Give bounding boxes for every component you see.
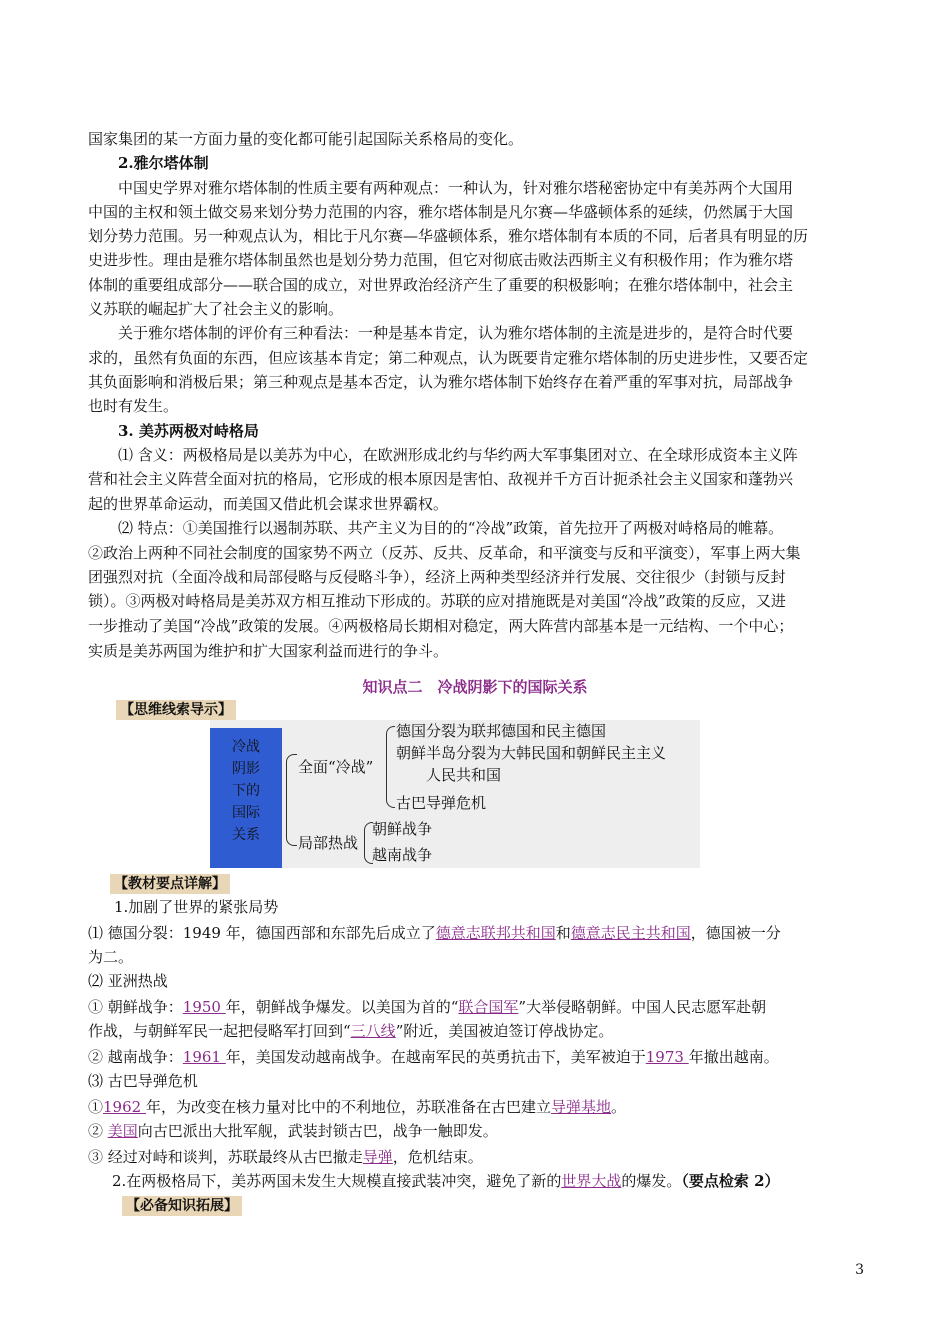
diagram-root-box <box>210 728 282 868</box>
diagram-root-text: 关系 <box>232 827 260 843</box>
answer-underline: 德意志联邦共和国 <box>435 924 556 942</box>
text-run: ”附近，美国被迫签订停战协定。 <box>395 1022 614 1040</box>
text-run: ② 越南战争： <box>88 1048 183 1066</box>
section-title: 知识点二 冷战阴影下的国际关系 <box>362 678 588 696</box>
paragraph-line: 关于雅尔塔体制的评价有三种看法：一种是基本肯定，认为雅尔塔体制的主流是进步的，是符合时代要 <box>118 324 794 342</box>
paragraph-line: 史进步性。理由是雅尔塔体制虽然也是划分势力范围，但它对彻底击败法西斯主义有积极作用；作为雅尔塔 <box>88 251 794 269</box>
paragraph-line: 团强烈对抗（全面冷战和局部侵略与反侵略斗争），经济上两种类型经济并行发展、交往很少（封锁与反封 <box>88 568 786 586</box>
paragraph-line: 国家集团的某一方面力量的变化都可能引起国际关系格局的变化。 <box>88 130 524 148</box>
detail-cuba-3 <box>88 1146 868 1168</box>
paragraph-line: ②政治上两种不同社会制度的国家势不两立（反苏、反共、反革命，和平演变与反和平演变），军事上两大集 <box>88 544 801 562</box>
text-run: 年撤出越南。 <box>688 1048 779 1066</box>
detail-heading-1: 1.加剧了世界的紧张局势 <box>114 898 279 916</box>
detail-cuba-1 <box>88 1096 868 1118</box>
answer-underline: 导弹 <box>362 1148 393 1166</box>
answer-underline: 1973 <box>645 1048 689 1066</box>
paragraph-line: 锁）。③两极对峙格局是美苏双方相互推动下形成的。苏联的应对措施既是对美国“冷战”政策的反应，又进 <box>88 592 786 610</box>
diagram-root-text: 阴影 <box>232 761 260 777</box>
detail-heading-2 <box>112 1170 892 1192</box>
text-run: 的爆发。 <box>621 1172 682 1190</box>
paragraph-line: 也时有发生。 <box>88 397 179 415</box>
text-run: 向古巴派出大批军舰，武装封锁古巴，战争一触即发。 <box>137 1122 498 1140</box>
text-run: ② <box>88 1122 108 1140</box>
diagram-item: 朝鲜半岛分裂为大韩民国和朝鲜民主主义 <box>396 744 667 762</box>
text-run: 年，为改变在核力量对比中的不利地位，苏联准备在古巴建立 <box>145 1098 551 1116</box>
text-run: ，危机结束。 <box>392 1148 483 1166</box>
detail-vietnam <box>88 1046 868 1068</box>
tag-thinking: 【思维线索导示】 <box>116 700 236 720</box>
text-run: ⑴ 德国分裂：1949 年，德国西部和东部先后成立了 <box>88 924 436 942</box>
page-number: 3 <box>855 1262 864 1278</box>
diagram-branch-coldwar: 全面“冷战” <box>298 758 374 776</box>
diagram-root-text: 国际 <box>232 805 260 821</box>
paragraph-line: 中国史学界对雅尔塔体制的性质主要有两种观点：一种认为，针对雅尔塔秘密协定中有美苏两个大国用 <box>118 179 794 197</box>
diagram-item: 越南战争 <box>372 846 433 864</box>
text-run: 2.在两极格局下，美苏两国未发生大规模直接武装冲突，避免了新的 <box>112 1172 562 1190</box>
diagram-item: 德国分裂为联邦德国和民主德国 <box>396 722 607 740</box>
answer-underline: 1961 <box>182 1048 226 1066</box>
diagram-item: 人民共和国 <box>426 766 502 784</box>
diagram-branch-hotwar: 局部热战 <box>298 834 359 852</box>
answer-underline: 德意志民主共和国 <box>570 924 691 942</box>
paragraph-line: 营和社会主义阵营全面对抗的格局，它形成的根本原因是害怕、敌视并千方百计扼杀社会主义国家和蓬勃兴 <box>88 470 794 488</box>
detail-asia: ⑵ 亚洲热战 <box>88 972 168 990</box>
text-run: 年，朝鲜战争爆发。以美国为首的“ <box>225 998 459 1016</box>
mind-map-diagram <box>210 720 700 868</box>
text-run: ”大举侵略朝鲜。中国人民志愿军赴朝 <box>518 998 767 1016</box>
answer-underline: 导弹基地 <box>550 1098 611 1116</box>
text-run: 年，美国发动越南战争。在越南军民的英勇抗击下，美军被迫于 <box>225 1048 646 1066</box>
tag-extend: 【必备知识拓展】 <box>122 1196 242 1216</box>
text-run: 和 <box>555 924 571 942</box>
paragraph-line: 其负面影响和消极后果；第三种观点是基本否定，认为雅尔塔体制下始终存在着严重的军事对抗，局部战争 <box>88 373 794 391</box>
text-run: ③ 经过对峙和谈判，苏联最终从古巴撤走 <box>88 1148 363 1166</box>
answer-underline: 美国 <box>107 1122 138 1140</box>
answer-underline: 1962 <box>103 1098 146 1116</box>
text-run: ① 朝鲜战争： <box>88 998 183 1016</box>
paragraph-line: 体制的重要组成部分——联合国的成立，对世界政治经济产生了重要的积极影响；在雅尔塔体制中，社会主 <box>88 276 794 294</box>
paragraph-line: 实质是美苏两国为维护和扩大国家利益而进行的争斗。 <box>88 642 449 660</box>
paragraph-line: ⑴ 含义：两极格局是以美苏为中心，在欧洲形成北约与华约两大军事集团对立、在全球形成资本主义阵 <box>118 446 798 464</box>
diagram-brace-main <box>286 754 297 846</box>
detail-germany-cont: 为二。 <box>88 948 134 966</box>
tag-textbook: 【教材要点详解】 <box>110 874 230 894</box>
answer-underline: 联合国军 <box>458 998 519 1016</box>
detail-korea <box>88 996 868 1018</box>
heading-yalta: 2.雅尔塔体制 <box>118 154 209 172</box>
text-run: ① <box>88 1098 104 1116</box>
paragraph-line: 一步推动了美国“冷战”政策的发展。④两极格局长期相对稳定，两大阵营内部基本是一元结构、一个中心； <box>88 617 794 635</box>
text-run: ，德国被一分 <box>690 924 781 942</box>
text-run: 作战，与朝鲜军民一起把侵略军打回到“ <box>88 1022 351 1040</box>
key-point-ref: （要点检索 2） <box>681 1172 780 1190</box>
diagram-root-text: 冷战 <box>232 739 260 755</box>
paragraph-line: 义苏联的崛起扩大了社会主义的影响。 <box>88 300 344 318</box>
detail-cuba: ⑶ 古巴导弹危机 <box>88 1072 198 1090</box>
answer-underline: 世界大战 <box>561 1172 622 1190</box>
paragraph-line: 划分势力范围。另一种观点认为，相比于凡尔赛—华盛顿体系，雅尔塔体制有本质的不同，后者具有明显的历 <box>88 227 809 245</box>
paragraph-line: 中国的主权和领土做交易来划分势力范围的内容，雅尔塔体制是凡尔赛—华盛顿体系的延续，仍然属于大国 <box>88 203 794 221</box>
diagram-root-text: 下的 <box>232 783 260 799</box>
paragraph-line: 起的世界革命运动，而美国又借此机会谋求世界霸权。 <box>88 495 449 513</box>
paragraph-line: ⑵ 特点：①美国推行以遏制苏联、共产主义为目的的“冷战”政策，首先拉开了两极对峙格局的帷幕。 <box>118 519 784 537</box>
text-run: 。 <box>611 1098 627 1116</box>
diagram-brace-coldwar <box>386 726 395 808</box>
heading-bipolar: 3. 美苏两极对峙格局 <box>118 422 259 440</box>
answer-underline: 三八线 <box>350 1022 396 1040</box>
diagram-item: 朝鲜战争 <box>372 820 433 838</box>
diagram-item: 古巴导弹危机 <box>396 794 487 812</box>
detail-korea-cont <box>88 1020 868 1042</box>
answer-underline: 1950 <box>182 998 226 1016</box>
detail-cuba-2 <box>88 1120 868 1142</box>
detail-germany <box>88 922 868 944</box>
paragraph-line: 求的，虽然有负面的东西，但应该基本肯定；第二种观点，认为既要肯定雅尔塔体制的历史进步性，又要否定 <box>88 349 809 367</box>
